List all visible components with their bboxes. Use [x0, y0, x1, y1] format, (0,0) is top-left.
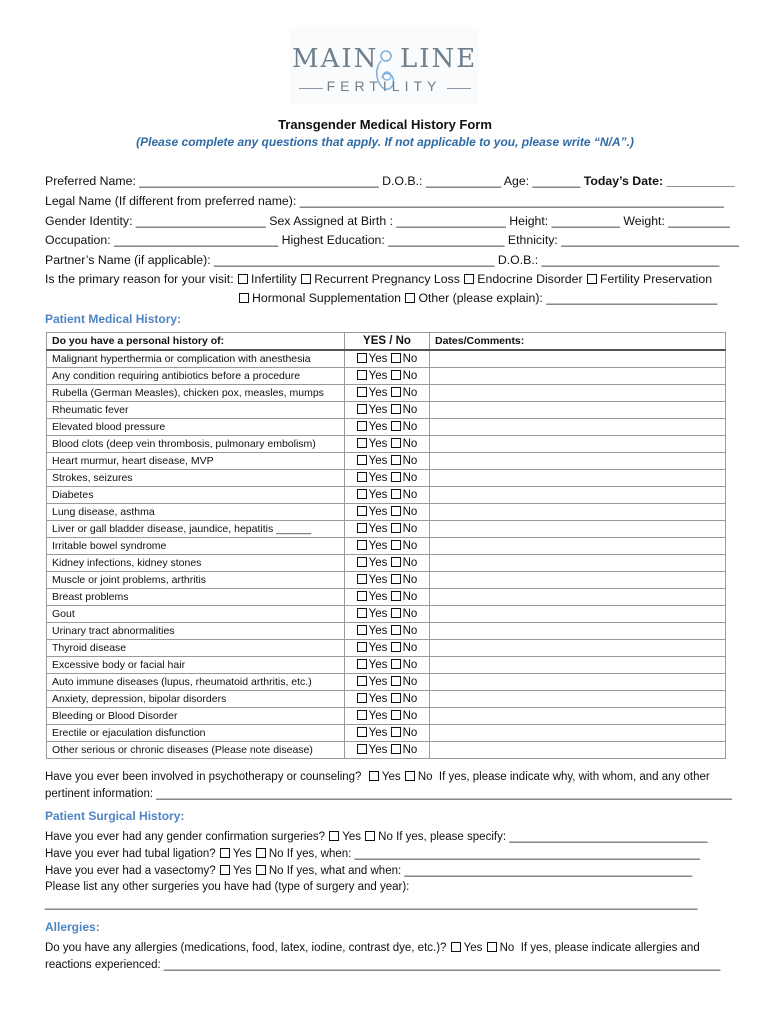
no-checkbox[interactable]	[391, 744, 401, 754]
demographics-line-1[interactable]	[45, 174, 735, 188]
comments-cell[interactable]	[430, 725, 726, 742]
no-label: No	[402, 693, 418, 705]
table-row	[47, 708, 726, 725]
yes-no-cell	[345, 555, 430, 572]
no-checkbox[interactable]	[391, 387, 401, 397]
comments-cell[interactable]	[430, 470, 726, 487]
yes-no-cell	[345, 350, 430, 368]
table-row	[47, 572, 726, 589]
comments-cell[interactable]	[430, 691, 726, 708]
col-yes-no: YES / No	[345, 333, 430, 351]
condition-label: Any condition requiring antibiotics before a procedure	[47, 368, 345, 385]
no-label: No	[402, 438, 418, 450]
no-checkbox[interactable]	[391, 727, 401, 737]
allergies-question: Do you have any allergies (medications, food, latex, iodine, contrast dye, etc.)?	[45, 942, 447, 954]
condition-label: Bleeding or Blood Disorder	[47, 708, 345, 725]
condition-label: Heart murmur, heart disease, MVP	[47, 453, 345, 470]
psych-line	[45, 771, 710, 783]
no-label: No	[402, 387, 418, 399]
psych-info-field[interactable]: pertinent information: __________________________________________________________________________________________	[45, 788, 732, 800]
yes-checkbox[interactable]	[357, 710, 367, 720]
comments-cell[interactable]	[430, 606, 726, 623]
condition-label: Blood clots (deep vein thrombosis, pulmonary embolism)	[47, 436, 345, 453]
yes-no-cell	[345, 691, 430, 708]
comments-cell[interactable]	[430, 419, 726, 436]
no-label: No	[402, 489, 418, 501]
table-row	[47, 487, 726, 504]
no-checkbox[interactable]	[391, 710, 401, 720]
form-subtitle: (Please complete any questions that apply. If not applicable to you, please write “N/A”.)	[136, 135, 634, 149]
allergies-tail: If yes, please indicate allergies and	[520, 942, 700, 954]
condition-label: Diabetes	[47, 487, 345, 504]
no-checkbox[interactable]	[391, 557, 401, 567]
condition-label: Irritable bowel syndrome	[47, 538, 345, 555]
surgery-q1-yes-checkbox[interactable]	[329, 831, 339, 841]
surgery-q3-yes-label: Yes	[232, 865, 252, 877]
table-row	[47, 674, 726, 691]
yes-checkbox[interactable]	[357, 557, 367, 567]
allergies-yes-checkbox[interactable]	[451, 942, 461, 952]
comments-cell[interactable]	[430, 453, 726, 470]
yes-checkbox[interactable]	[357, 387, 367, 397]
yes-no-cell	[345, 453, 430, 470]
surgery-q2-yes-checkbox[interactable]	[220, 848, 230, 858]
surgery-q3-line	[45, 865, 692, 877]
table-row	[47, 453, 726, 470]
yes-label: Yes	[368, 744, 388, 756]
surgery-q1-text: Have you ever had any gender confirmation surgeries?	[45, 831, 325, 843]
table-row	[47, 623, 726, 640]
comments-cell[interactable]	[430, 708, 726, 725]
comments-cell[interactable]	[430, 487, 726, 504]
yes-label: Yes	[368, 421, 388, 433]
yes-no-cell	[345, 742, 430, 759]
yes-label: Yes	[368, 710, 388, 722]
table-row	[47, 640, 726, 657]
no-checkbox[interactable]	[391, 591, 401, 601]
other-surgeries-label: Please list any other surgeries you have had (type of surgery and year):	[45, 881, 410, 893]
comments-cell[interactable]	[430, 538, 726, 555]
surgery-q3-text: Have you ever had a vasectomy?	[45, 865, 216, 877]
yes-label: Yes	[368, 557, 388, 569]
yes-label: Yes	[368, 370, 388, 382]
surgery-q1-line	[45, 831, 707, 843]
yes-no-cell	[345, 640, 430, 657]
table-row	[47, 538, 726, 555]
no-label: No	[402, 727, 418, 739]
no-checkbox[interactable]	[391, 659, 401, 669]
yes-checkbox[interactable]	[357, 744, 367, 754]
no-checkbox[interactable]	[391, 608, 401, 618]
surgery-q2-yes-label: Yes	[232, 848, 252, 860]
yes-checkbox[interactable]	[357, 659, 367, 669]
no-checkbox[interactable]	[391, 472, 401, 482]
no-label: No	[402, 404, 418, 416]
no-label: No	[402, 608, 418, 620]
no-checkbox[interactable]	[391, 421, 401, 431]
reason-other[interactable]: Other (please explain): _________________________	[418, 291, 718, 305]
surgery-q1-yes-label: Yes	[342, 831, 361, 843]
table-row	[47, 350, 726, 368]
logo-rule-right	[447, 88, 471, 89]
yes-label: Yes	[368, 472, 388, 484]
comments-cell[interactable]	[430, 623, 726, 640]
yes-checkbox[interactable]	[357, 489, 367, 499]
no-checkbox[interactable]	[391, 625, 401, 635]
condition-label: Malignant hyperthermia or complication with anesthesia	[47, 350, 345, 368]
no-checkbox[interactable]	[391, 506, 401, 516]
table-row	[47, 742, 726, 759]
condition-label: Liver or gall bladder disease, jaundice, hepatitis ______	[47, 521, 345, 538]
yes-label: Yes	[368, 727, 388, 739]
medical-history-rows	[47, 350, 726, 759]
yes-no-cell	[345, 470, 430, 487]
table-row	[47, 436, 726, 453]
yes-label: Yes	[368, 608, 388, 620]
no-checkbox[interactable]	[391, 693, 401, 703]
condition-label: Erectile or ejaculation disfunction	[47, 725, 345, 742]
yes-no-cell	[345, 538, 430, 555]
no-label: No	[402, 472, 418, 484]
no-label: No	[402, 557, 418, 569]
yes-label: Yes	[368, 659, 388, 671]
yes-label: Yes	[368, 693, 388, 705]
yes-checkbox[interactable]	[357, 506, 367, 516]
medical-history-heading: Patient Medical History:	[45, 312, 182, 326]
no-label: No	[402, 574, 418, 586]
psych-yes-label: Yes	[381, 771, 401, 783]
condition-label: Anxiety, depression, bipolar disorders	[47, 691, 345, 708]
psych-no-label: No	[417, 771, 433, 783]
yes-checkbox[interactable]	[357, 693, 367, 703]
surgery-q2-text: Have you ever had tubal ligation?	[45, 848, 216, 860]
legal-name-field[interactable]: Legal Name (If different from preferred name): ______________________________________________________________	[45, 194, 724, 208]
yes-checkbox[interactable]	[357, 608, 367, 618]
no-label: No	[402, 659, 418, 671]
comments-cell[interactable]	[430, 674, 726, 691]
yes-no-cell	[345, 708, 430, 725]
checkbox[interactable]	[587, 274, 597, 284]
condition-label: Lung disease, asthma	[47, 504, 345, 521]
surgery-q3-what-field[interactable]: No If yes, what and when: _____________________________________________	[268, 865, 693, 877]
no-checkbox[interactable]	[391, 370, 401, 380]
other-surgeries-field[interactable]: ______________________________________________________________________________________________________	[45, 898, 698, 910]
yes-checkbox[interactable]	[357, 540, 367, 550]
no-label: No	[402, 642, 418, 654]
visit-reason-label: Is the primary reason for your visit:	[45, 272, 234, 286]
reason-infertility: Infertility	[251, 272, 297, 286]
no-label: No	[402, 540, 418, 552]
medical-history-table	[46, 332, 726, 759]
condition-label: Muscle or joint problems, arthritis	[47, 572, 345, 589]
yes-label: Yes	[368, 455, 388, 467]
visit-reason-line-2	[238, 291, 717, 305]
no-label: No	[402, 421, 418, 433]
comments-cell[interactable]	[430, 640, 726, 657]
no-label: No	[402, 523, 418, 535]
table-row	[47, 521, 726, 538]
yes-label: Yes	[368, 438, 388, 450]
psych-question: Have you ever been involved in psychotherapy or counseling?	[45, 771, 362, 783]
logo-word-line: LINE	[400, 44, 478, 74]
logo-word-fertility: FERTILITY	[326, 78, 442, 94]
yes-label: Yes	[368, 625, 388, 637]
yes-no-cell	[345, 402, 430, 419]
yes-no-cell	[345, 725, 430, 742]
allergies-reactions-field[interactable]: reactions experienced: _______________________________________________________________________________________	[45, 959, 721, 971]
condition-label: Thyroid disease	[47, 640, 345, 657]
no-label: No	[402, 676, 418, 688]
condition-label: Kidney infections, kidney stones	[47, 555, 345, 572]
table-row	[47, 589, 726, 606]
yes-checkbox[interactable]	[357, 472, 367, 482]
yes-no-cell	[345, 606, 430, 623]
table-row	[47, 470, 726, 487]
yes-label: Yes	[368, 574, 388, 586]
surgical-history-heading: Patient Surgical History:	[45, 809, 185, 823]
comments-cell[interactable]	[430, 436, 726, 453]
no-checkbox[interactable]	[391, 676, 401, 686]
occupation-line[interactable]: Occupation: ________________________ Highest Education: _________________ Ethnicity: __________________________	[45, 233, 740, 247]
condition-label: Gout	[47, 606, 345, 623]
col-history: Do you have a personal history of:	[47, 333, 345, 351]
yes-no-cell	[345, 504, 430, 521]
psych-tail: If yes, please indicate why, with whom, and any other	[438, 771, 710, 783]
comments-cell[interactable]	[430, 402, 726, 419]
surgery-q2-line	[45, 848, 700, 860]
no-label: No	[402, 591, 418, 603]
surgery-q2-when-field[interactable]: No If yes, when: ______________________________________________________	[268, 848, 700, 860]
table-row	[47, 691, 726, 708]
table-row	[47, 385, 726, 402]
table-row	[47, 725, 726, 742]
no-label: No	[402, 506, 418, 518]
no-label: No	[402, 710, 418, 722]
yes-no-cell	[345, 657, 430, 674]
reason-hormonal: Hormonal Supplementation	[252, 291, 402, 305]
no-checkbox[interactable]	[391, 574, 401, 584]
comments-cell[interactable]	[430, 555, 726, 572]
yes-label: Yes	[368, 540, 388, 552]
comments-cell[interactable]	[430, 368, 726, 385]
yes-checkbox[interactable]	[357, 625, 367, 635]
comments-cell[interactable]	[430, 504, 726, 521]
surgery-q1-no-checkbox[interactable]	[365, 831, 375, 841]
table-row	[47, 657, 726, 674]
yes-label: Yes	[368, 387, 388, 399]
todays-date-field[interactable]: Today’s Date: __________	[583, 174, 735, 188]
visit-reason-line	[45, 272, 712, 286]
allergies-heading: Allergies:	[45, 920, 100, 934]
reason-fertility-preservation: Fertility Preservation	[599, 272, 713, 286]
no-checkbox[interactable]	[391, 438, 401, 448]
psych-no-checkbox[interactable]	[405, 771, 415, 781]
logo	[289, 26, 479, 104]
yes-checkbox[interactable]	[357, 438, 367, 448]
comments-cell[interactable]	[430, 742, 726, 759]
yes-checkbox[interactable]	[357, 727, 367, 737]
yes-checkbox[interactable]	[357, 421, 367, 431]
table-row	[47, 419, 726, 436]
no-checkbox[interactable]	[391, 353, 401, 363]
comments-cell[interactable]	[430, 385, 726, 402]
condition-label: Strokes, seizures	[47, 470, 345, 487]
table-row	[47, 606, 726, 623]
condition-label: Auto immune diseases (lupus, rheumatoid arthritis, etc.)	[47, 674, 345, 691]
yes-checkbox[interactable]	[357, 574, 367, 584]
yes-no-cell	[345, 521, 430, 538]
no-label: No	[402, 370, 418, 382]
no-checkbox[interactable]	[391, 404, 401, 414]
yes-no-cell	[345, 436, 430, 453]
surgery-q3-no-checkbox[interactable]	[256, 865, 266, 875]
condition-label: Rheumatic fever	[47, 402, 345, 419]
yes-checkbox[interactable]	[357, 591, 367, 601]
no-label: No	[402, 455, 418, 467]
yes-label: Yes	[368, 523, 388, 535]
condition-label: Breast problems	[47, 589, 345, 606]
yes-no-cell	[345, 419, 430, 436]
surgery-q1-specify-field[interactable]: No If yes, please specify: _______________________________	[378, 831, 708, 843]
checkbox[interactable]	[464, 274, 474, 284]
comments-cell[interactable]	[430, 350, 726, 368]
yes-label: Yes	[368, 591, 388, 603]
partner-name-line[interactable]: Partner’s Name (if applicable): _________________________________________ D.O.B.: __________________________	[45, 253, 720, 267]
yes-no-cell	[345, 674, 430, 691]
no-checkbox[interactable]	[391, 455, 401, 465]
yes-checkbox[interactable]	[357, 370, 367, 380]
yes-checkbox[interactable]	[357, 676, 367, 686]
table-row	[47, 555, 726, 572]
yes-checkbox[interactable]	[357, 642, 367, 652]
yes-label: Yes	[368, 676, 388, 688]
no-checkbox[interactable]	[391, 523, 401, 533]
no-label: No	[402, 625, 418, 637]
condition-label: Elevated blood pressure	[47, 419, 345, 436]
reason-recurrent-loss: Recurrent Pregnancy Loss	[314, 272, 460, 286]
yes-no-cell	[345, 589, 430, 606]
yes-no-cell	[345, 623, 430, 640]
checkbox[interactable]	[301, 274, 311, 284]
yes-checkbox[interactable]	[357, 523, 367, 533]
surgery-q2-no-checkbox[interactable]	[256, 848, 266, 858]
no-checkbox[interactable]	[391, 540, 401, 550]
yes-no-cell	[345, 487, 430, 504]
comments-cell[interactable]	[430, 657, 726, 674]
yes-checkbox[interactable]	[357, 404, 367, 414]
yes-checkbox[interactable]	[357, 353, 367, 363]
checkbox[interactable]	[239, 293, 249, 303]
yes-label: Yes	[368, 353, 388, 365]
gender-identity-line[interactable]: Gender Identity: ___________________ Sex Assigned at Birth : ________________ Height: __________ Weight: _________	[45, 214, 730, 228]
no-checkbox[interactable]	[391, 489, 401, 499]
yes-label: Yes	[368, 489, 388, 501]
allergies-no-checkbox[interactable]	[487, 942, 497, 952]
comments-cell[interactable]	[430, 572, 726, 589]
logo-word-main: MAIN	[292, 44, 379, 74]
preferred-name-dob-age-field[interactable]: Preferred Name: ___________________________________ D.O.B.: ___________ Age: _______	[45, 174, 584, 188]
yes-label: Yes	[368, 506, 388, 518]
comments-cell[interactable]	[430, 521, 726, 538]
condition-label: Excessive body or facial hair	[47, 657, 345, 674]
col-comments: Dates/Comments:	[430, 333, 726, 351]
allergies-yes-label: Yes	[463, 942, 483, 954]
comments-cell[interactable]	[430, 589, 726, 606]
condition-label: Urinary tract abnormalities	[47, 623, 345, 640]
yes-checkbox[interactable]	[357, 455, 367, 465]
no-label: No	[402, 353, 418, 365]
reason-endocrine: Endocrine Disorder	[477, 272, 583, 286]
yes-no-cell	[345, 385, 430, 402]
form-title: Transgender Medical History Form	[278, 117, 492, 132]
yes-no-cell	[345, 368, 430, 385]
checkbox[interactable]	[238, 274, 248, 284]
table-row	[47, 368, 726, 385]
no-label: No	[402, 744, 418, 756]
no-checkbox[interactable]	[391, 642, 401, 652]
table-row	[47, 504, 726, 521]
yes-label: Yes	[368, 642, 388, 654]
allergies-no-label: No	[499, 942, 515, 954]
condition-label: Other serious or chronic diseases (Please note disease)	[47, 742, 345, 759]
checkbox[interactable]	[405, 293, 415, 303]
yes-label: Yes	[368, 404, 388, 416]
table-row	[47, 402, 726, 419]
psych-yes-checkbox[interactable]	[369, 771, 379, 781]
condition-label: Rubella (German Measles), chicken pox, measles, mumps	[47, 385, 345, 402]
surgery-q3-yes-checkbox[interactable]	[220, 865, 230, 875]
yes-no-cell	[345, 572, 430, 589]
allergies-line	[45, 942, 700, 954]
